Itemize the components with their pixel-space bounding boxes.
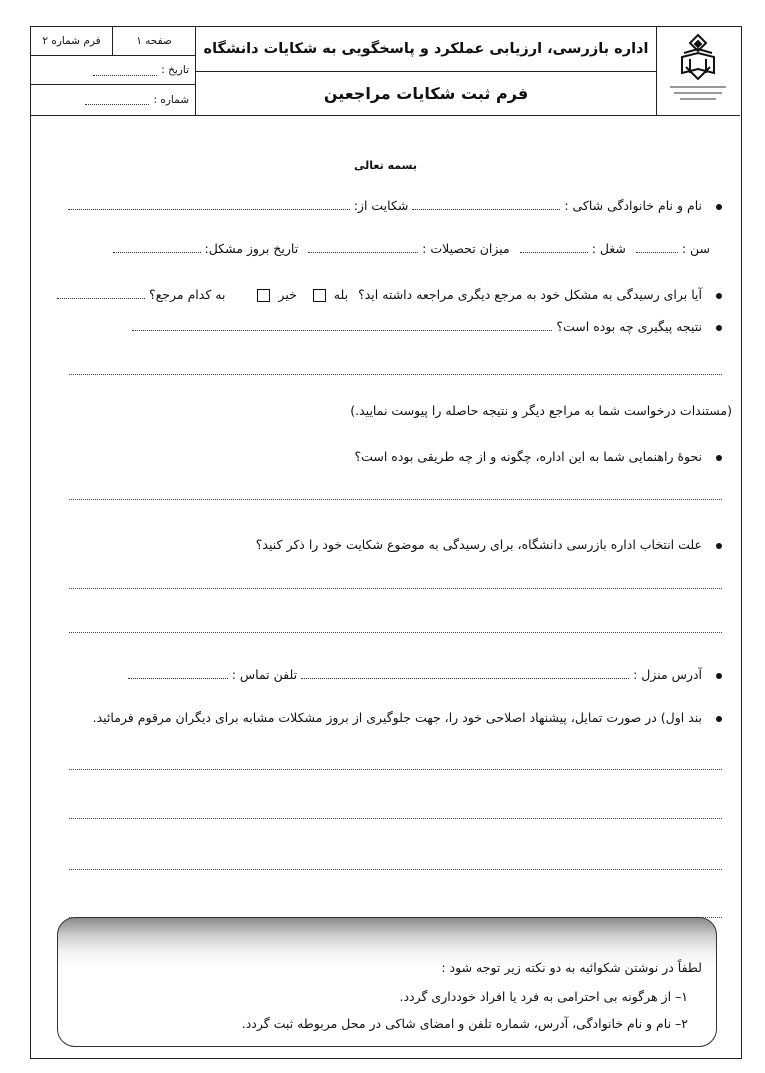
guidance-question: نحوهٔ راهنمایی شما به این اداره، چگونه و از چه طریقی بوده است؟ (354, 449, 703, 464)
phone-label: تلفن تماس : (231, 667, 298, 682)
followup-field[interactable] (132, 321, 552, 331)
date-occurrence-field[interactable] (113, 243, 201, 253)
attachment-note: (مستندات درخواست شما به مراجع دیگر و نتیجه حاصله را پیوست نمایید.) (350, 403, 732, 418)
form-title: فرم ثبت شکایات مراجعین (323, 83, 529, 103)
age-label: سن : (681, 241, 710, 256)
org-title: اداره بازرسی، ارزیابی عملکرد و پاسخگویی به شکایات دانشگاه (196, 27, 656, 72)
name-field[interactable] (412, 200, 560, 210)
notes-item-2: ۲– نام و نام خانوادگی، آدرس، شماره تلفن و امضای شاکی در محل مربوطه ثبت گردد. (241, 1016, 688, 1031)
reason-line-2[interactable] (69, 631, 722, 633)
bullet-icon (716, 204, 722, 210)
address-field[interactable] (301, 669, 629, 679)
suggestion-line-1[interactable] (69, 768, 722, 770)
notes-item-1: ۱– از هرگونه بی احترامی به فرد یا افراد خودداری گردد. (399, 989, 688, 1004)
date-field[interactable] (93, 65, 157, 76)
suggestion-text: بند اول) در صورت تمایل، پیشنهاد اصلاحی خود را، جهت جلوگیری از بروز مشکلات مشابه برای دیگران مرقوم فرمائید. (92, 710, 703, 725)
no-label: خیر (278, 287, 297, 302)
bullet-icon (716, 455, 722, 461)
bullet-icon (716, 293, 722, 299)
form-meta (31, 27, 195, 115)
notes-intro: لطفاً در نوشتن شکوائیه به دو نکته زیر توجه شود : (441, 960, 702, 975)
guidance-line[interactable] (69, 498, 722, 500)
age-field[interactable] (636, 243, 678, 253)
followup-row (69, 319, 722, 334)
title-cell (195, 27, 656, 115)
followup-line[interactable] (69, 373, 722, 375)
name-label: نام و نام خانوادگی شاکی : (564, 198, 703, 213)
number-label: شماره : (153, 93, 189, 106)
followup-label: نتیجه پیگیری چه بوده است؟ (556, 319, 703, 334)
which-ref-label: به کدام مرجع؟ (148, 287, 226, 302)
suggestion-line-3[interactable] (69, 868, 722, 870)
bullet-icon (716, 716, 722, 722)
name-row (69, 198, 722, 213)
bullet-icon (716, 325, 722, 331)
personal-info-row (69, 241, 710, 256)
education-label: میزان تحصیلات : (422, 241, 510, 256)
suggestion-row (69, 710, 722, 725)
logo-cell (656, 27, 740, 115)
no-checkbox[interactable] (257, 289, 270, 302)
bullet-icon (716, 543, 722, 549)
date-label: تاریخ : (161, 64, 189, 76)
referral-row (69, 287, 722, 302)
page-label: صفحه ۱ (136, 35, 172, 47)
education-field[interactable] (308, 243, 418, 253)
meta-row-page (31, 27, 195, 56)
suggestion-line-2[interactable] (69, 817, 722, 819)
yes-checkbox[interactable] (313, 289, 326, 302)
job-label: شغل : (591, 241, 626, 256)
address-label: آدرس منزل : (633, 667, 703, 682)
meta-row-number (31, 85, 195, 114)
university-emblem-icon (656, 27, 740, 115)
besmellah: بسمه تعالی (354, 159, 417, 172)
phone-field[interactable] (128, 669, 228, 679)
form-page (30, 26, 742, 1059)
contact-row (69, 667, 722, 682)
which-ref-field[interactable] (57, 289, 145, 299)
reason-row (69, 537, 722, 552)
guidance-row (69, 449, 722, 464)
number-field[interactable] (85, 94, 149, 105)
complaint-from-field[interactable] (68, 200, 350, 210)
job-field[interactable] (520, 243, 588, 253)
reason-question: علت انتخاب اداره بازرسی دانشگاه، برای رسیدگی به موضوع شکایت خود را ذکر کنید؟ (255, 537, 703, 552)
notes-box (57, 917, 717, 1047)
form-header (31, 27, 740, 116)
bullet-icon (716, 673, 722, 679)
referral-question: آیا برای رسیدگی به مشکل خود به مرجع دیگری مراجعه داشته اید؟ (358, 287, 703, 302)
reason-line-1[interactable] (69, 587, 722, 589)
date-occurrence-label: تاریخ بروز مشکل: (204, 241, 299, 256)
complaint-from-label: شکایت از: (353, 198, 409, 213)
yes-label: بله (333, 287, 349, 302)
meta-row-date (31, 56, 195, 85)
form-number: فرم شماره ۲ (31, 27, 113, 55)
